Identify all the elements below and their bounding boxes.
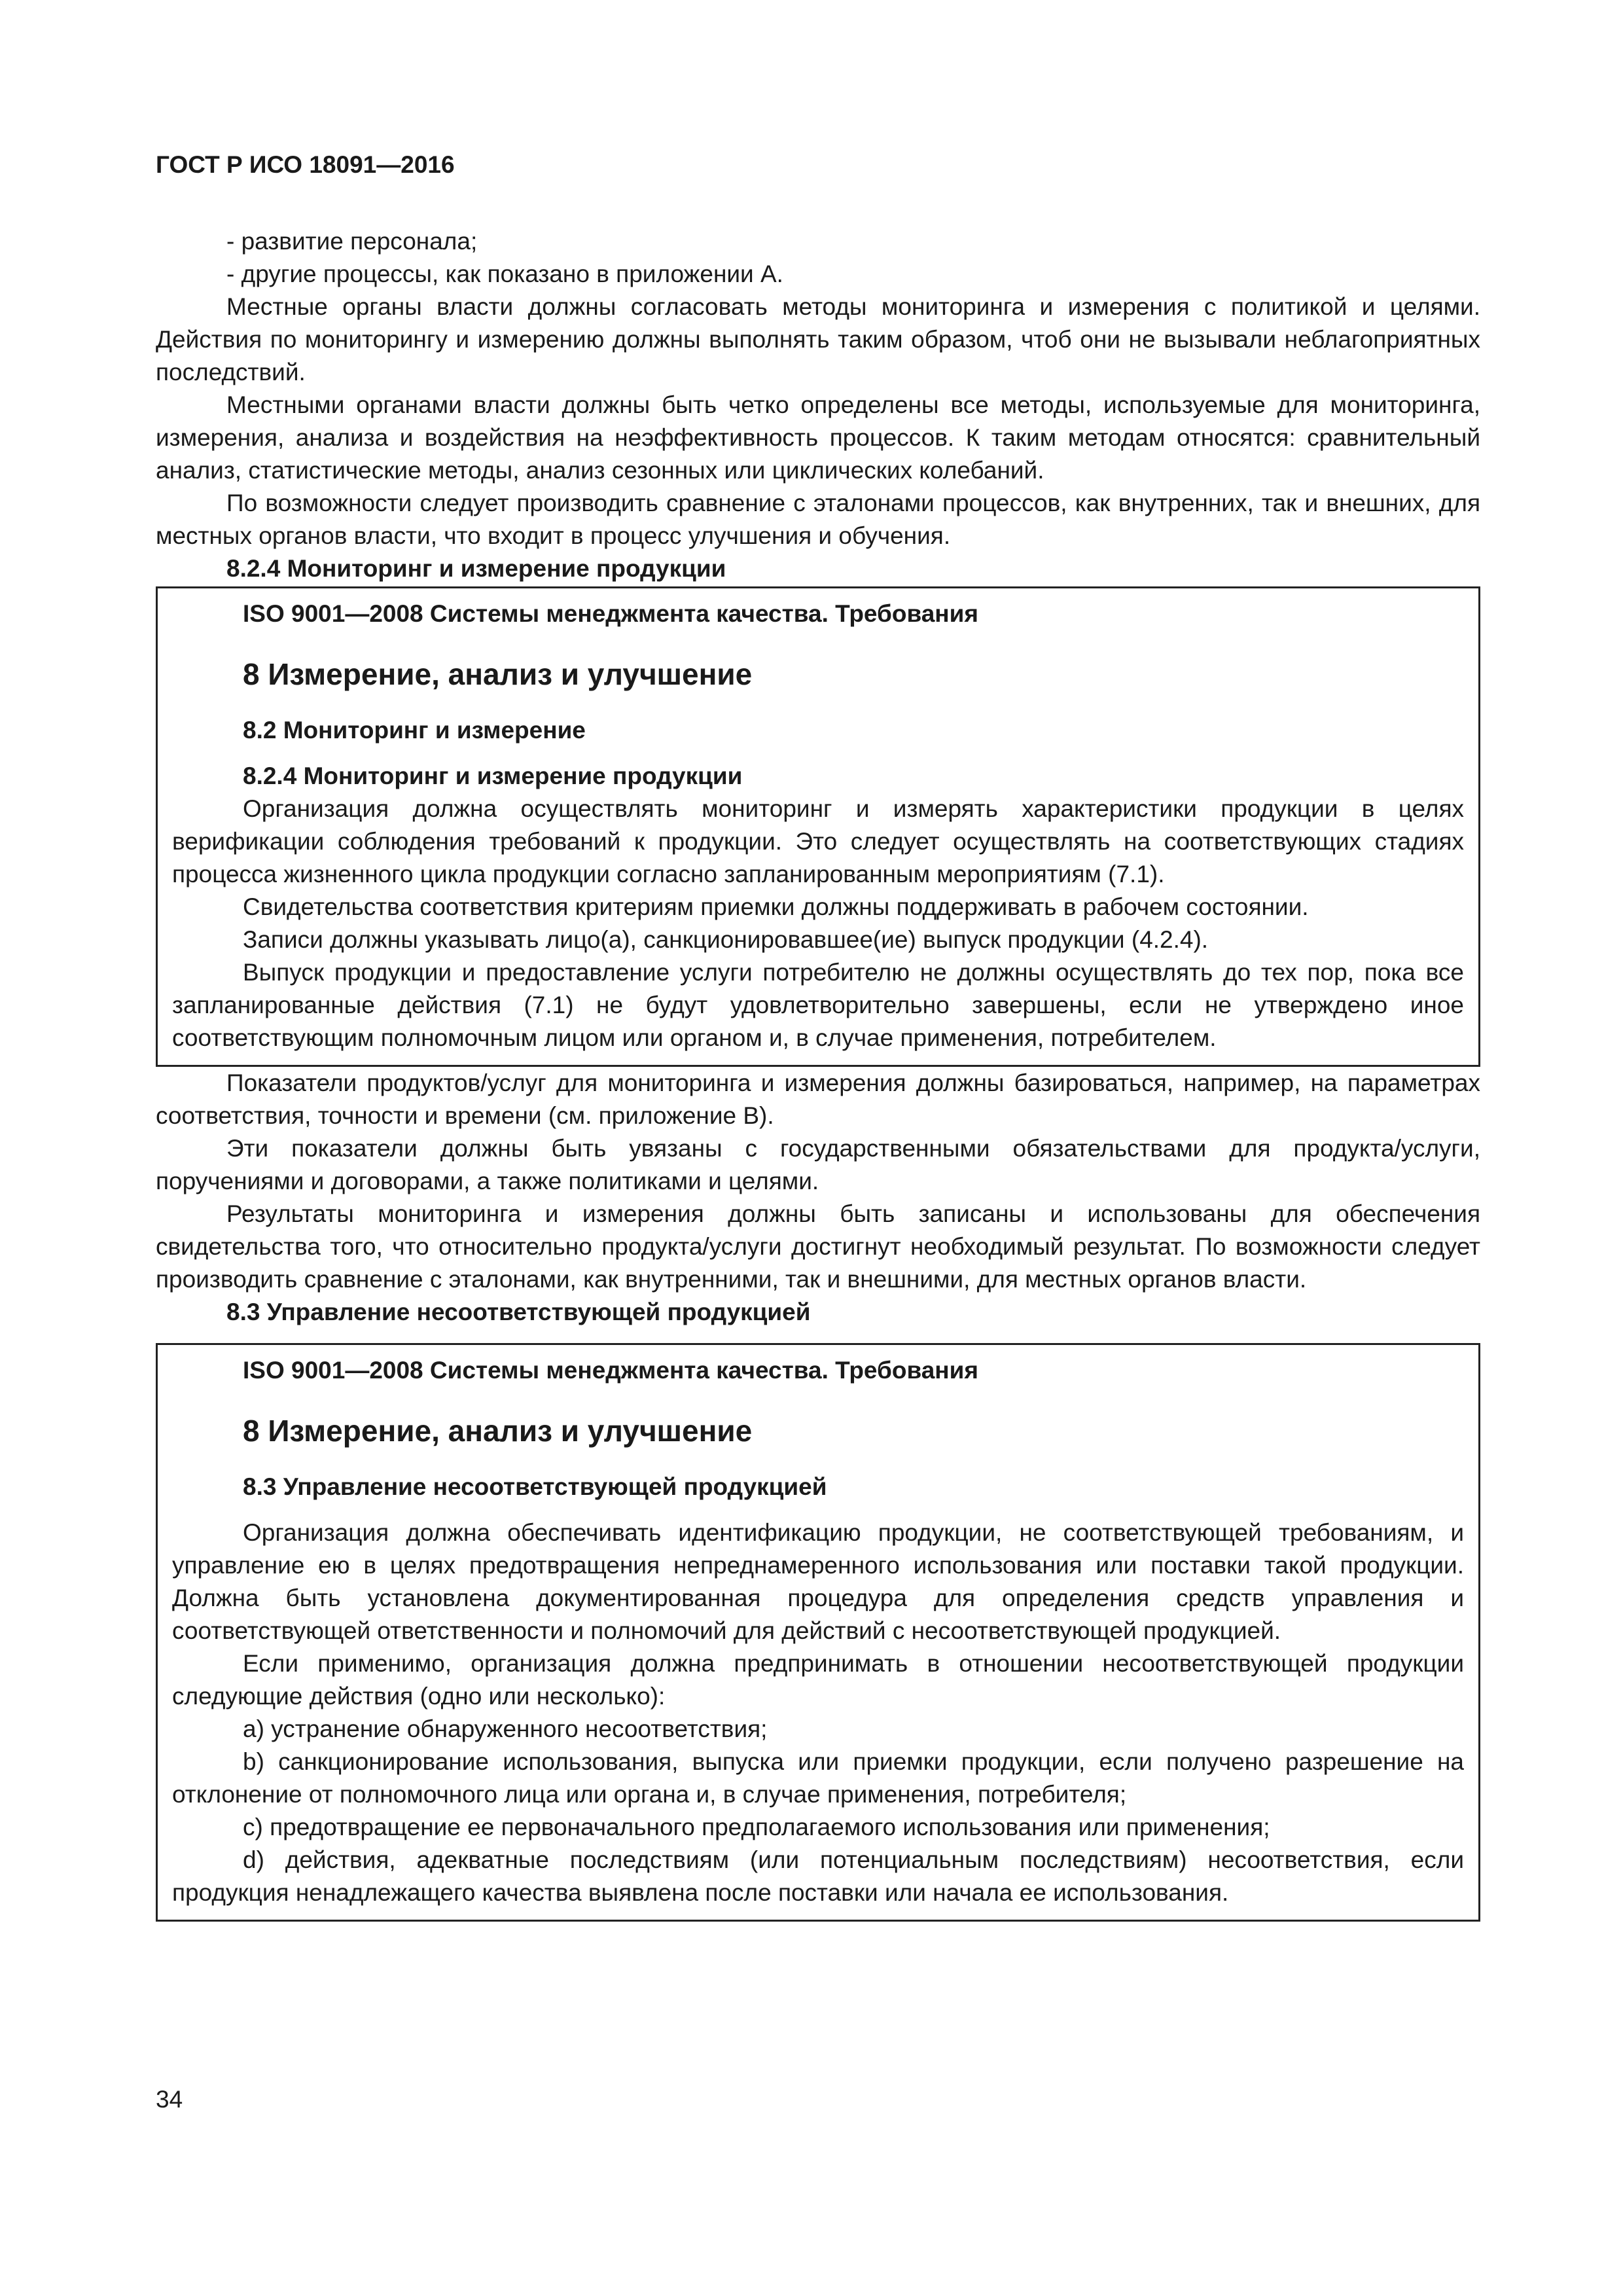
- quote-paragraph: Свидетельства соответствия критериям приемки должны поддерживать в рабочем состоянии.: [243, 893, 1309, 920]
- section-heading: 8.3 Управление несоответствующей продукцией: [226, 1299, 811, 1325]
- quote-paragraph: Если применимо, организация должна предпринимать в отношении несоответствующей продукции следующие действия (одно или несколько):: [172, 1650, 1464, 1710]
- quote-heading: 8 Измерение, анализ и улучшение: [243, 657, 753, 691]
- quote-subheading: 8.3 Управление несоответствующей продукцией: [243, 1473, 827, 1500]
- paragraph: Эти показатели должны быть увязаны с государственными обязательствами для продукта/услуги, поручениями и договорами, а также политиками и целями.: [156, 1135, 1480, 1194]
- paragraph: Показатели продуктов/услуг для мониторинга и измерения должны базироваться, например, на параметрах соответствия, точности и времени (см. приложение В).: [156, 1069, 1480, 1129]
- page-content: [156, 225, 1480, 1922]
- page-number: 34: [156, 2086, 183, 2113]
- quote-list-item: d) действия, адекватные последствиям (или потенциальным последствиям) несоответствия, если продукция ненадлежащего качества выявлена после поставки или начала ее использования.: [172, 1846, 1464, 1906]
- quote-paragraph: Организация должна обеспечивать идентификацию продукции, не соответствующей требованиям, и управление ею в целях предотвращения непреднамеренного использования или поставки такой продукции. Должна быть установлена документированная процедура для определения средств управления и соответствующей ответственности и полномочий для действий с несоответствующей продукцией.: [172, 1519, 1464, 1644]
- iso-quote-box: [156, 586, 1480, 1067]
- quote-source-label: ISO 9001—2008 Системы менеджмента качества. Требования: [243, 1357, 978, 1384]
- document-header: ГОСТ Р ИСО 18091—2016: [156, 151, 455, 178]
- quote-paragraph: Записи должны указывать лицо(а), санкционировавшее(ие) выпуск продукции (4.2.4).: [243, 926, 1209, 953]
- quote-paragraph: Выпуск продукции и предоставление услуги потребителю не должны осуществлять до тех пор, пока все запланированные действия (7.1) не будут удовлетворительно завершены, если не утверждено иное соответствующим полномочным лицом или органом и, в случае применения, потребителем.: [172, 959, 1464, 1051]
- quote-paragraph: Организация должна осуществлять мониторинг и измерять характеристики продукции в целях верификации соблюдения требований к продукции. Это следует осуществлять на соответствующих стадиях процесса жизненного цикла продукции согласно запланированным мероприятиям (7.1).: [172, 795, 1464, 888]
- quote-heading: 8 Измерение, анализ и улучшение: [243, 1414, 753, 1448]
- quote-subsubheading: 8.2.4 Мониторинг и измерение продукции: [243, 762, 743, 789]
- paragraph: Результаты мониторинга и измерения должны быть записаны и использованы для обеспечения свидетельства того, что относительно продукта/услуги достигнут необходимый результат. По возможности следует производить сравнение с эталонами, как внутренними, так и внешними, для местных органов власти.: [156, 1200, 1480, 1293]
- quote-subheading: 8.2 Мониторинг и измерение: [243, 717, 586, 744]
- list-item: - другие процессы, как показано в приложении А.: [226, 260, 783, 287]
- paragraph: Местными органами власти должны быть четко определены все методы, используемые для мониторинга, измерения, анализа и воздействия на неэффективность процессов. К таким методам относятся: сравнительный анализ, статистические методы, анализ сезонных или циклических колебаний.: [156, 391, 1480, 484]
- quote-source-label: ISO 9001—2008 Системы менеджмента качества. Требования: [243, 600, 978, 627]
- list-item: - развитие персонала;: [226, 228, 478, 255]
- section-heading: 8.2.4 Мониторинг и измерение продукции: [226, 555, 726, 582]
- paragraph: Местные органы власти должны согласовать методы мониторинга и измерения с политикой и целями. Действия по мониторингу и измерению должны выполнять таким образом, чтоб они не вызывали неблагоприятных последствий.: [156, 293, 1480, 386]
- quote-list-item: c) предотвращение ее первоначального предполагаемого использования или применения;: [243, 1814, 1270, 1840]
- iso-quote-box: [156, 1343, 1480, 1922]
- quote-list-item: b) санкционирование использования, выпуска или приемки продукции, если получено разрешение на отклонение от полномочного лица или органа и, в случае применения, потребителя;: [172, 1748, 1464, 1808]
- quote-list-item: a) устранение обнаруженного несоответствия;: [243, 1715, 768, 1742]
- paragraph: По возможности следует производить сравнение с эталонами процессов, как внутренних, так и внешних, для местных органов власти, что входит в процесс улучшения и обучения.: [156, 490, 1480, 549]
